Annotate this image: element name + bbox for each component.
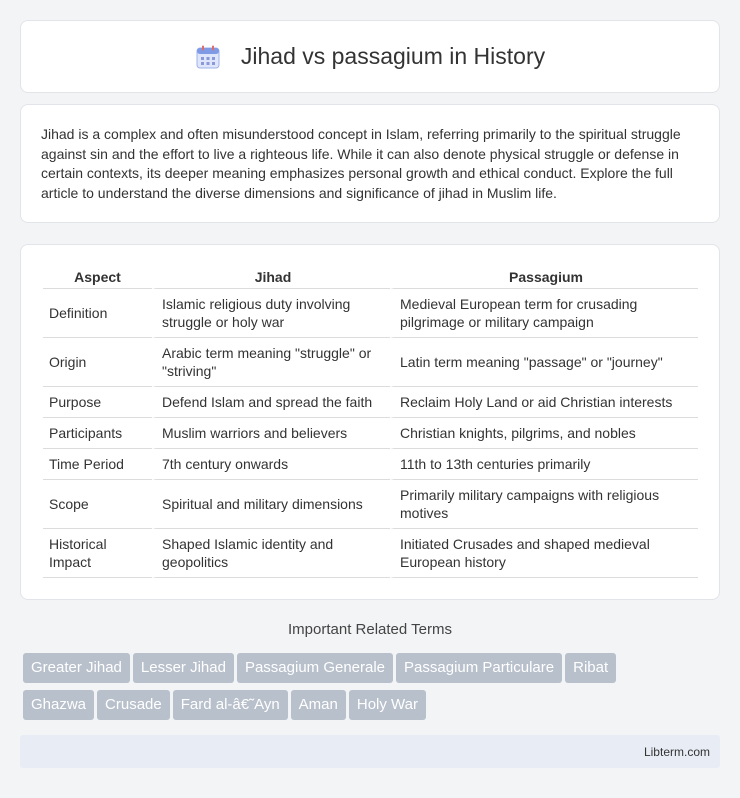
table-cell: Muslim warriors and believers [152, 418, 390, 449]
related-term-tag[interactable]: Ghazwa [23, 690, 94, 720]
related-term-tag[interactable]: Passagium Generale [237, 653, 393, 683]
table-row [43, 387, 698, 418]
column-header-passagium: Passagium [390, 265, 698, 289]
table-row [43, 449, 698, 480]
related-term-tag[interactable]: Holy War [349, 690, 426, 720]
table-cell: Purpose [43, 387, 152, 418]
table-cell: Islamic religious duty involving struggle or holy war [152, 289, 390, 338]
table-cell: Scope [43, 480, 152, 529]
related-term-tag[interactable]: Fard al-â€˜Ayn [173, 690, 288, 720]
table-cell: Participants [43, 418, 152, 449]
table-row [43, 338, 698, 387]
table-cell: Time Period [43, 449, 152, 480]
table-cell: Initiated Crusades and shaped medieval European history [390, 529, 698, 578]
column-header-aspect: Aspect [43, 265, 152, 289]
related-term-tag[interactable]: Aman [291, 690, 346, 720]
table-cell: Shaped Islamic identity and geopolitics [152, 529, 390, 578]
table-row [43, 529, 698, 578]
comparison-table [43, 265, 698, 578]
related-terms-title: Important Related Terms [288, 621, 452, 638]
table-cell: Origin [43, 338, 152, 387]
intro-text: Jihad is a complex and often misunderstood concept in Islam, referring primarily to the spiritual struggle against sin and the effort to live a righteous life. While it can also denote physical struggle or defense in certain contexts, its deeper meaning emphasizes personal growth and ethical conduct. Explore the full article to understand the diverse dimensions and significance of jihad in Muslim life. [41, 126, 681, 201]
footer-site-link[interactable]: Libterm.com [643, 744, 710, 759]
table-cell: Historical Impact [43, 529, 152, 578]
table-row [43, 418, 698, 449]
table-cell: Christian knights, pilgrims, and nobles [390, 418, 698, 449]
table-cell: Arabic term meaning "struggle" or "striving" [152, 338, 390, 387]
table-cell: Spiritual and military dimensions [152, 480, 390, 529]
calendar-icon [195, 44, 221, 70]
comparison-table-card [20, 244, 720, 600]
column-header-jihad: Jihad [152, 265, 390, 289]
related-term-tag[interactable]: Passagium Particulare [396, 653, 562, 683]
table-cell: Medieval European term for crusading pilgrimage or military campaign [390, 289, 698, 338]
table-row [43, 480, 698, 529]
table-cell: Definition [43, 289, 152, 338]
table-cell: 11th to 13th centuries primarily [390, 449, 698, 480]
table-cell: Latin term meaning "passage" or "journey" [390, 338, 698, 387]
table-row [43, 289, 698, 338]
intro-card [20, 104, 720, 223]
table-header-row [43, 265, 698, 289]
related-term-tag[interactable]: Greater Jihad [23, 653, 130, 683]
header-card [20, 20, 720, 93]
related-terms-list [23, 653, 723, 727]
related-term-tag[interactable]: Lesser Jihad [133, 653, 234, 683]
footer [20, 735, 720, 768]
table-cell: Reclaim Holy Land or aid Christian interests [390, 387, 698, 418]
table-cell: 7th century onwards [152, 449, 390, 480]
related-term-tag[interactable]: Crusade [97, 690, 170, 720]
page-title: Jihad vs passagium in History [240, 43, 546, 69]
table-cell: Defend Islam and spread the faith [152, 387, 390, 418]
related-term-tag[interactable]: Ribat [565, 653, 616, 683]
table-cell: Primarily military campaigns with religious motives [390, 480, 698, 529]
